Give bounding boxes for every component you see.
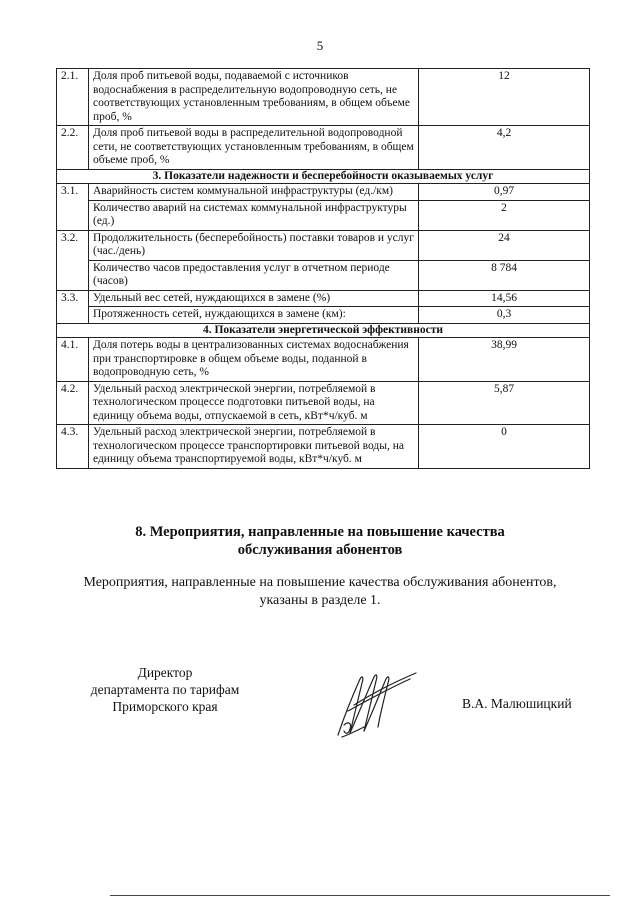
row-description: Аварийность систем коммунальной инфраструктуры (ед./км) <box>89 184 419 201</box>
row-value: 14,56 <box>419 290 590 307</box>
row-value: 0,3 <box>419 307 590 324</box>
row-number: 3.1. <box>57 184 89 231</box>
table-row <box>57 184 590 201</box>
row-value: 2 <box>419 200 590 230</box>
signer-title-line-3: Приморского края <box>112 699 218 714</box>
row-description: Доля проб питьевой воды в распределительной водопроводной сети, не соответствующих установленным требованиям, в общем объеме проб, % <box>89 126 419 170</box>
row-number: 2.1. <box>57 69 89 126</box>
section-8-body-line-1: Мероприятия, направленные на повышение качества обслуживания абонентов, <box>83 575 557 590</box>
row-value: 8 784 <box>419 260 590 290</box>
table-row <box>57 200 590 230</box>
signer-title <box>60 664 270 715</box>
row-description: Доля потерь воды в централизованных системах водоснабжения при транспортировке в общем объеме воды, поданной в водопроводную сеть, % <box>89 338 419 382</box>
page-number: 5 <box>316 38 324 53</box>
row-description: Доля проб питьевой воды, подаваемой с источников водоснабжения в распределительную водопроводную сеть, не соответствующих установленным требованиям, в общем объеме проб, % <box>89 69 419 126</box>
table-row <box>57 260 590 290</box>
indicators-table <box>56 68 590 469</box>
row-number: 4.2. <box>57 381 89 425</box>
signer-title-line-2: департамента по тарифам <box>90 682 240 697</box>
row-value: 24 <box>419 230 590 260</box>
section-header-title: 3. Показатели надежности и бесперебойности оказываемых услуг <box>57 169 590 184</box>
row-description: Удельный расход электрической энергии, потребляемой в технологическом процессе транспортировки питьевой воды, на единицу объема транспортируемой воды, кВт*ч/куб. м <box>89 425 419 469</box>
indicators-table-body <box>57 69 590 469</box>
section-header-row <box>57 323 590 338</box>
row-number: 3.2. <box>57 230 89 290</box>
section-8-title-line-1: 8. Мероприятия, направленные на повышение качества <box>135 524 505 540</box>
page-bottom-divider <box>110 895 610 896</box>
section-header-title: 4. Показатели энергетической эффективности <box>57 323 590 338</box>
row-value: 0 <box>419 425 590 469</box>
row-value: 12 <box>419 69 590 126</box>
table-row <box>57 381 590 425</box>
row-number: 4.3. <box>57 425 89 469</box>
section-8-title <box>0 523 640 559</box>
row-description: Количество аварий на системах коммунальной инфраструктуры (ед.) <box>89 200 419 230</box>
row-value: 38,99 <box>419 338 590 382</box>
row-description: Удельный расход электрической энергии, потребляемой в технологическом процессе подготовки питьевой воды, на единицу объема воды, отпускаемой в сеть, кВт*ч/куб. м <box>89 381 419 425</box>
section-8-title-line-2: обслуживания абонентов <box>237 542 403 558</box>
table-row <box>57 290 590 307</box>
row-description: Количество часов предоставления услуг в отчетном периоде (часов) <box>89 260 419 290</box>
row-description: Продолжительность (бесперебойность) поставки товаров и услуг (час./день) <box>89 230 419 260</box>
row-value: 4,2 <box>419 126 590 170</box>
row-number: 3.3. <box>57 290 89 323</box>
row-description: Удельный вес сетей, нуждающихся в замене (%) <box>89 290 419 307</box>
table-row <box>57 126 590 170</box>
table-row <box>57 69 590 126</box>
row-value: 0,97 <box>419 184 590 201</box>
row-number: 4.1. <box>57 338 89 382</box>
row-value: 5,87 <box>419 381 590 425</box>
signer-name: В.А. Малюшицкий <box>462 696 572 711</box>
section-header-row <box>57 169 590 184</box>
table-row <box>57 230 590 260</box>
handwritten-signature <box>330 665 420 740</box>
row-number: 2.2. <box>57 126 89 170</box>
row-description: Протяженность сетей, нуждающихся в замене (км): <box>89 307 419 324</box>
table-row <box>57 425 590 469</box>
section-8-body-line-2: указаны в разделе 1. <box>259 593 381 608</box>
signer-title-line-1: Директор <box>137 665 193 680</box>
table-row <box>57 338 590 382</box>
section-8-body <box>40 574 600 610</box>
table-row <box>57 307 590 324</box>
